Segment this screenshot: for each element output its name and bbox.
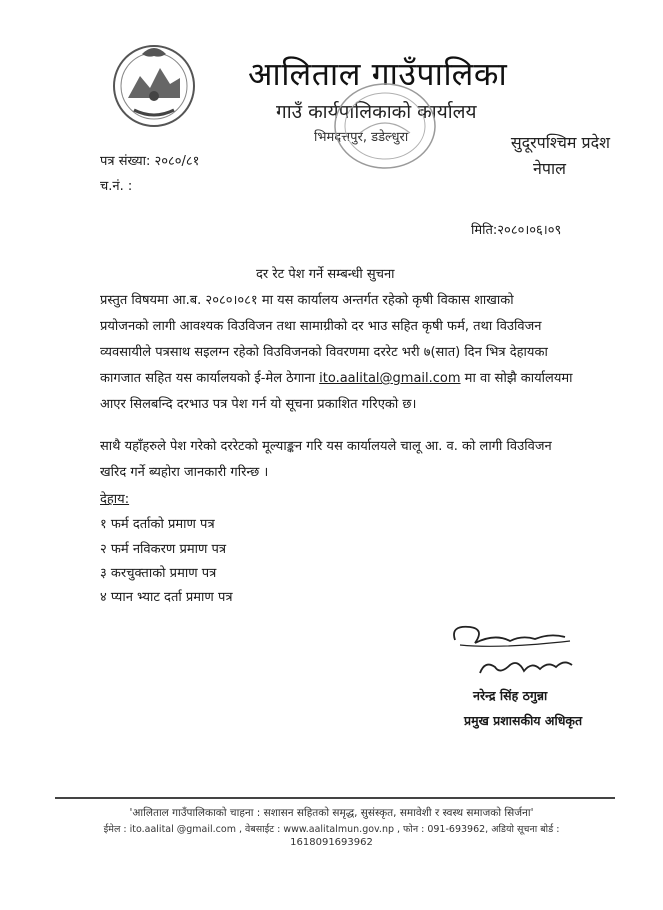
handwritten-signature-icon: [440, 615, 590, 695]
province-name: सुदूरपश्चिम प्रदेश: [510, 133, 610, 152]
office-stamp-icon: [330, 78, 440, 173]
footer-slogan: 'आलिताल गाउँपालिकाको चाहना : सशासन सहितको समृद्ध, सुसंस्कृत, समावेशी र स्वस्थ समाजको सिर्जना': [129, 807, 534, 819]
list-title: देहाय:: [100, 492, 130, 507]
body-line: खरिद गर्ने ब्यहोरा जानकारी गरिन्छ ।: [100, 465, 269, 480]
body-line: व्यवसायीले पत्रसाथ सइलग्न रहेको विउविजनको विवरणमा दररेट भरी ७(सात) दिन भित्र देहायका: [100, 345, 548, 360]
footer-divider: [55, 797, 615, 799]
letter-number: पत्र संख्या: २०८०/८१: [100, 154, 200, 169]
list-item: ३ करचुक्ताको प्रमाण पत्र: [100, 566, 217, 581]
nepal-emblem-icon: [108, 38, 200, 130]
signer-title: प्रमुख प्रशासकीय अधिकृत: [464, 713, 583, 728]
subject-heading: दर रेट पेश गर्ने सम्बन्धी सुचना: [256, 267, 395, 282]
org-name: आलिताल गाउँपालिका: [248, 55, 508, 93]
body-line: [100, 368, 573, 386]
body-line-text: मा वा सोझै कार्यालयमा: [460, 371, 573, 386]
list-item: २ फर्म नविकरण प्रमाण पत्र: [100, 542, 227, 557]
footer-audio-number: 1618091693962: [290, 837, 373, 848]
office-name: गाउँ कार्यपालिकाको कार्यालय: [276, 101, 477, 123]
body-line: आएर सिलबन्दि दरभाउ पत्र पेश गर्न यो सूचना प्रकाशित गरिएको छ।: [100, 397, 417, 412]
country-name: नेपाल: [533, 159, 566, 178]
body-line: प्रस्तुत विषयमा आ.ब. २०८०।०८१ मा यस कार्यालय अन्तर्गत रहेको कृषी विकास शाखाको: [100, 293, 514, 308]
office-address: भिमदत्तपुर, डडेल्धुरा: [314, 130, 409, 145]
list-item: १ फर्म दर्ताको प्रमाण पत्र: [100, 517, 215, 532]
body-line: साथै यहाँहरुले पेश गरेको दररेटको मूल्याङ्कन गरि यस कार्यालयले चालू आ. व. को लागी विउविजन: [100, 439, 552, 454]
body-line: प्रयोजनको लागी आवश्यक विउविजन तथा सामाग्रीको दर भाउ सहित कृषी फर्म, तथा विउविजन: [100, 319, 542, 334]
footer-contact: ईमेल : ito.aalital @gmail.com , वेबसाईट : www.aalitalmun.gov.np , फोन : 091-693962, अडियो सूचना बोर्ड :: [103, 824, 560, 835]
list-item: ४ प्यान भ्याट दर्ता प्रमाण पत्र: [100, 590, 233, 605]
body-line-text: कागजात सहित यस कार्यालयको ई-मेल ठेगाना: [100, 371, 320, 386]
email-link[interactable]: ito.aalital@gmail.com: [319, 371, 461, 386]
letter-date: मिति:२०८०।०६।०९: [471, 223, 562, 238]
signer-name: नरेन्द्र सिंह ठगुन्ना: [473, 688, 548, 703]
dispatch-number: च.नं. :: [100, 179, 133, 194]
